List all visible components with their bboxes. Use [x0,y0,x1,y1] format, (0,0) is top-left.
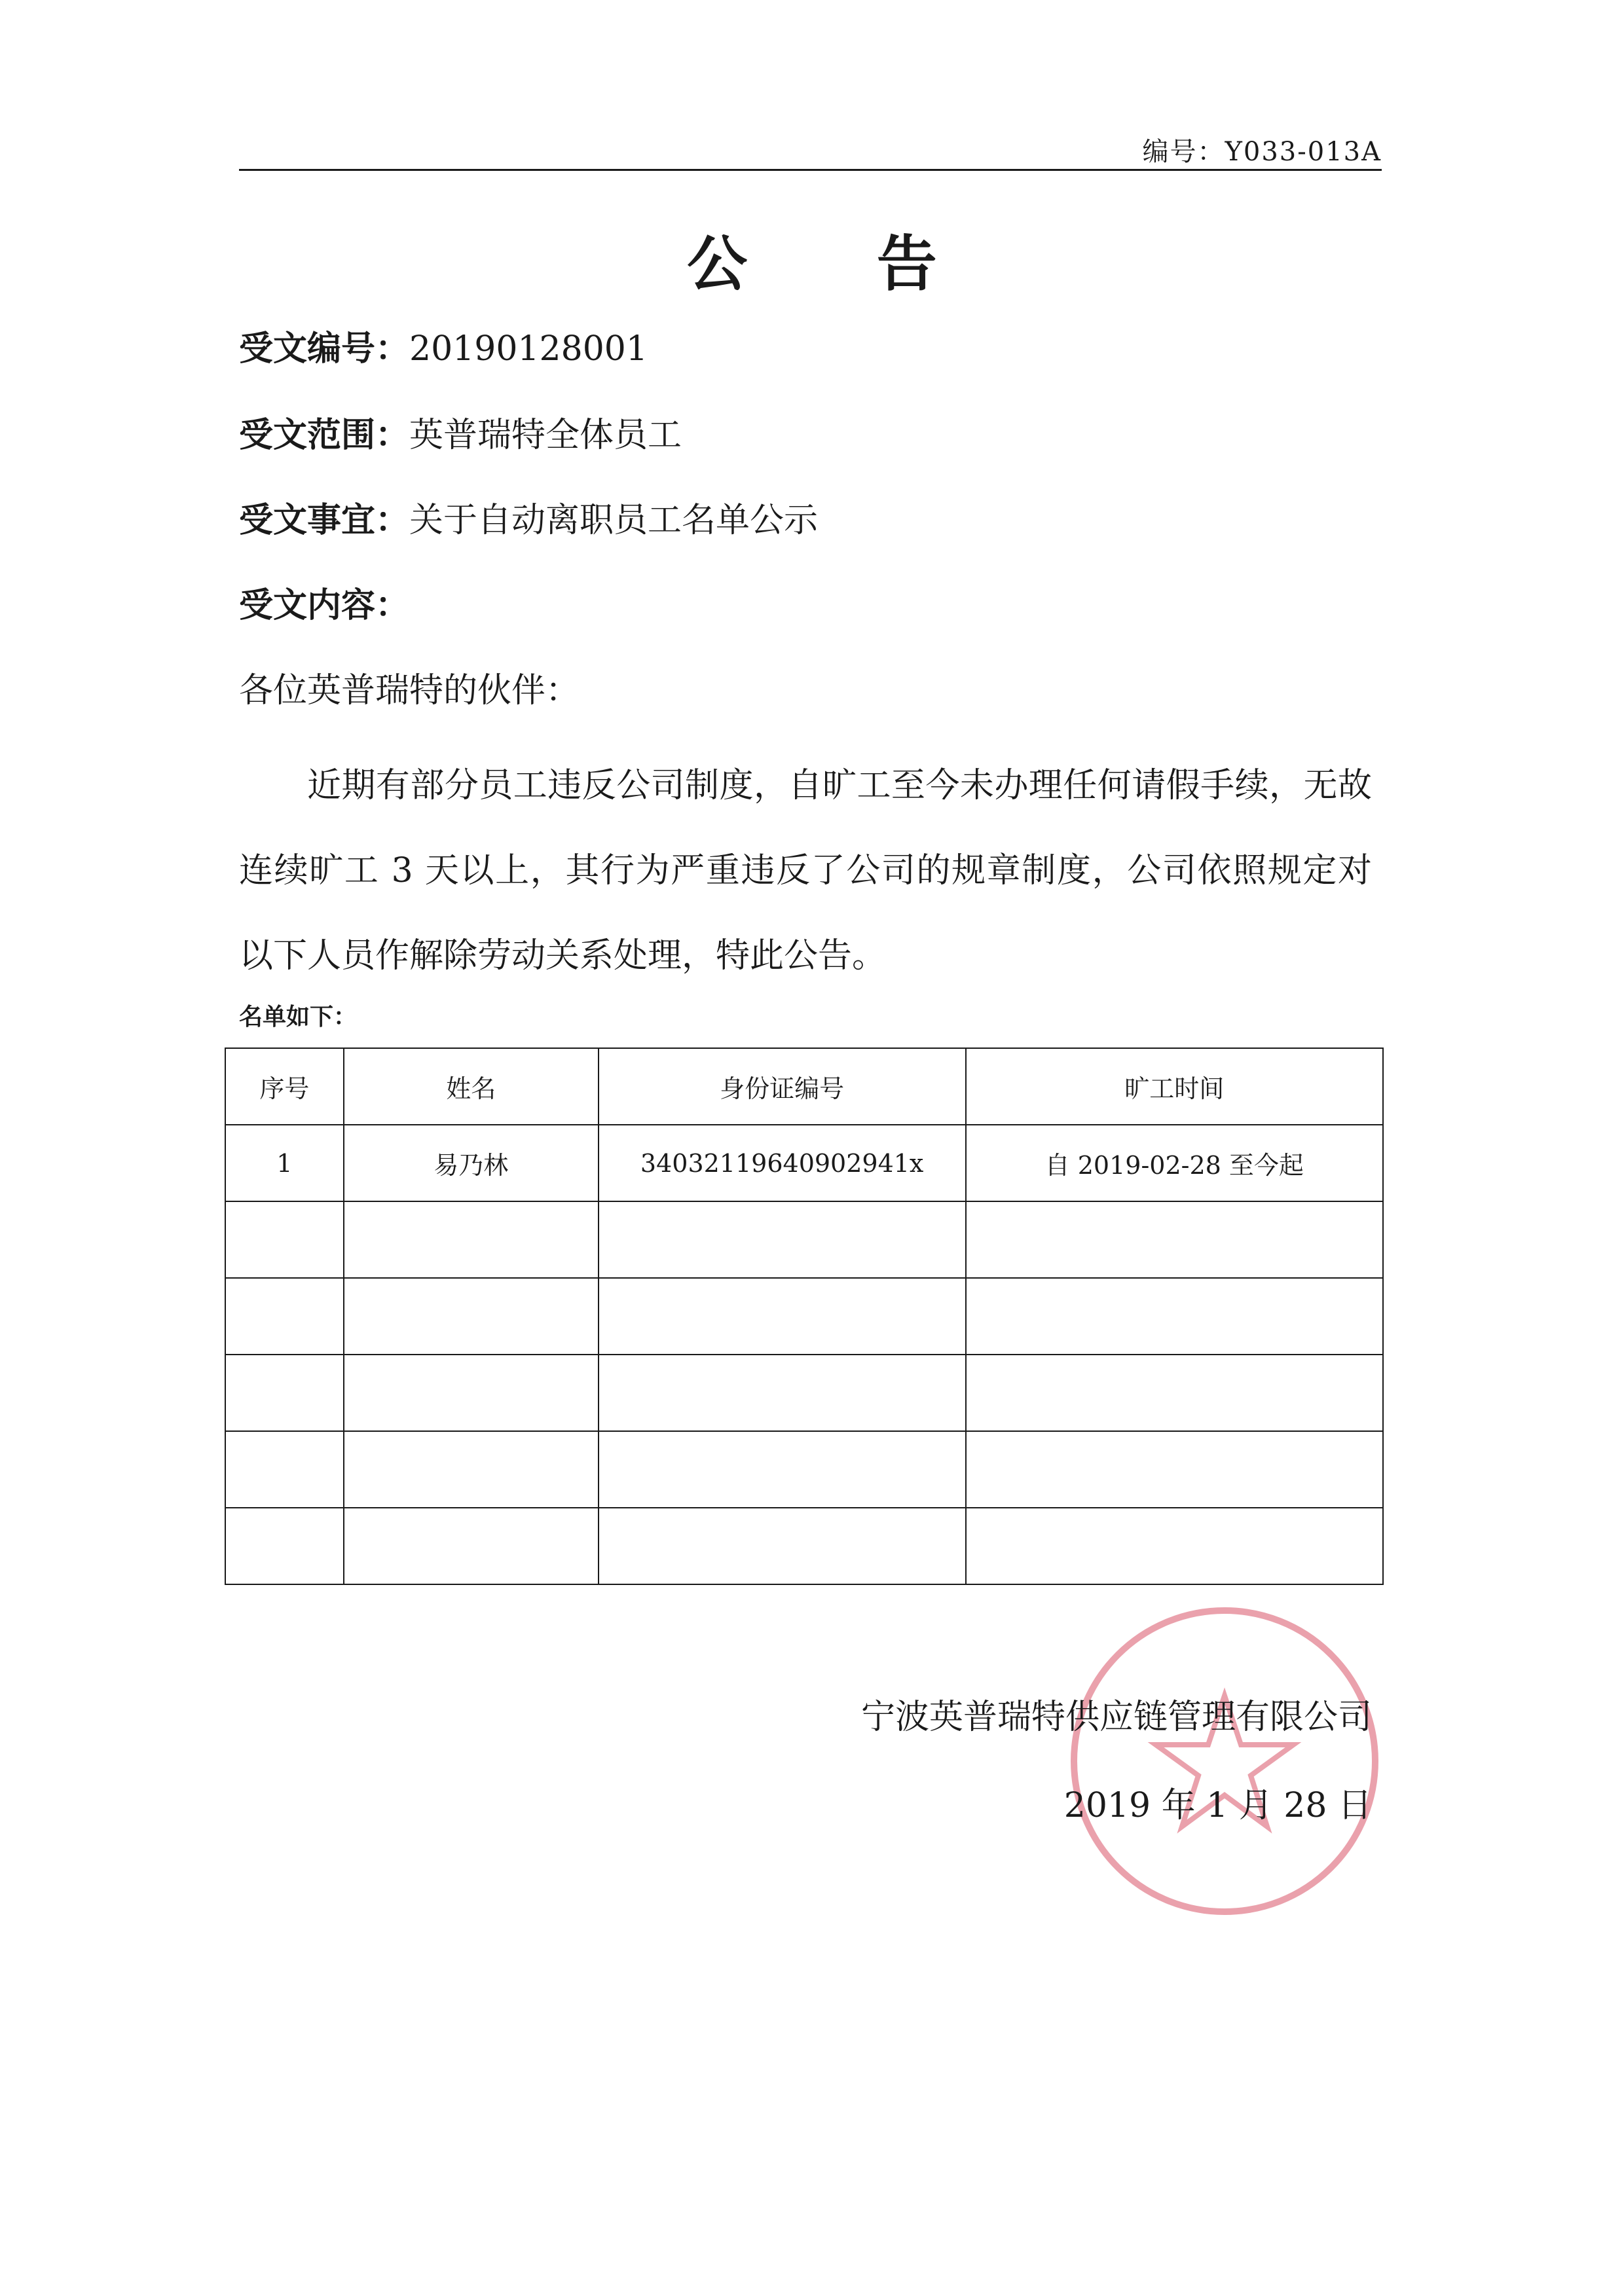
field-scope [239,407,682,456]
body-paragraph: 近期有部分员工违反公司制度，自旷工至今未办理任何请假手续，无故连续旷工 3 天以上，其行为严重违反了公司的规章制度，公司依照规定对以下人员作解除劳动关系处理，特此公告。 [239,766,1372,975]
field-reference-number [239,321,648,370]
field-label: 受文范围： [239,416,410,455]
table-cell [599,1278,966,1355]
table-cell [966,1355,1383,1431]
roster-table [225,1048,1384,1585]
document-number: 编号：Y033-013A [1142,137,1382,167]
table-cell: 34032119640902941x [599,1125,966,1201]
table-cell [225,1431,344,1508]
table-cell [599,1355,966,1431]
field-value: 关于自动离职员工名单公示 [409,501,819,540]
table-cell: 1 [225,1125,344,1201]
table-cell [225,1278,344,1355]
salutation: 各位英普瑞特的伙伴： [239,671,580,710]
seal-ring [1074,1611,1375,1912]
company-seal [1061,1597,1388,1925]
column-header: 姓名 [344,1048,599,1125]
field-label: 受文内容： [239,586,410,625]
issuing-company: 宁波英普瑞特供应链管理有限公司 [860,1698,1372,1737]
table-cell [225,1201,344,1278]
column-header: 身份证编号 [599,1048,966,1125]
table-cell: 易乃林 [344,1125,599,1201]
table-row [225,1355,1383,1431]
table-cell [225,1355,344,1431]
table-cell [599,1431,966,1508]
field-subject [239,492,818,541]
table-cell [599,1201,966,1278]
document-title: 公 告 [687,229,991,299]
header-rule [239,169,1382,171]
table-header-row [225,1048,1383,1125]
field-content [239,577,409,627]
field-label: 受文事宜： [239,501,410,540]
table-cell [966,1201,1383,1278]
table-cell: 自 2019-02-28 至今起 [966,1125,1383,1201]
table-row [225,1201,1383,1278]
table-cell [966,1508,1383,1584]
table-cell [966,1431,1383,1508]
table-row [225,1508,1383,1584]
issue-date: 2019 年 1 月 28 日 [1063,1786,1372,1825]
table-cell [599,1508,966,1584]
table-cell [344,1431,599,1508]
table-cell [344,1201,599,1278]
column-header: 序号 [225,1048,344,1125]
list-label: 名单如下： [239,1004,358,1030]
column-header: 旷工时间 [966,1048,1383,1125]
table-cell [225,1508,344,1584]
table-row [225,1278,1383,1355]
table-cell [344,1355,599,1431]
field-label: 受文编号： [239,329,410,369]
field-value: 20190128001 [409,329,648,369]
table-row [225,1125,1383,1201]
table-cell [344,1508,599,1584]
table-cell [344,1278,599,1355]
table-cell [966,1278,1383,1355]
field-value: 英普瑞特全体员工 [409,416,682,455]
table-row [225,1431,1383,1508]
